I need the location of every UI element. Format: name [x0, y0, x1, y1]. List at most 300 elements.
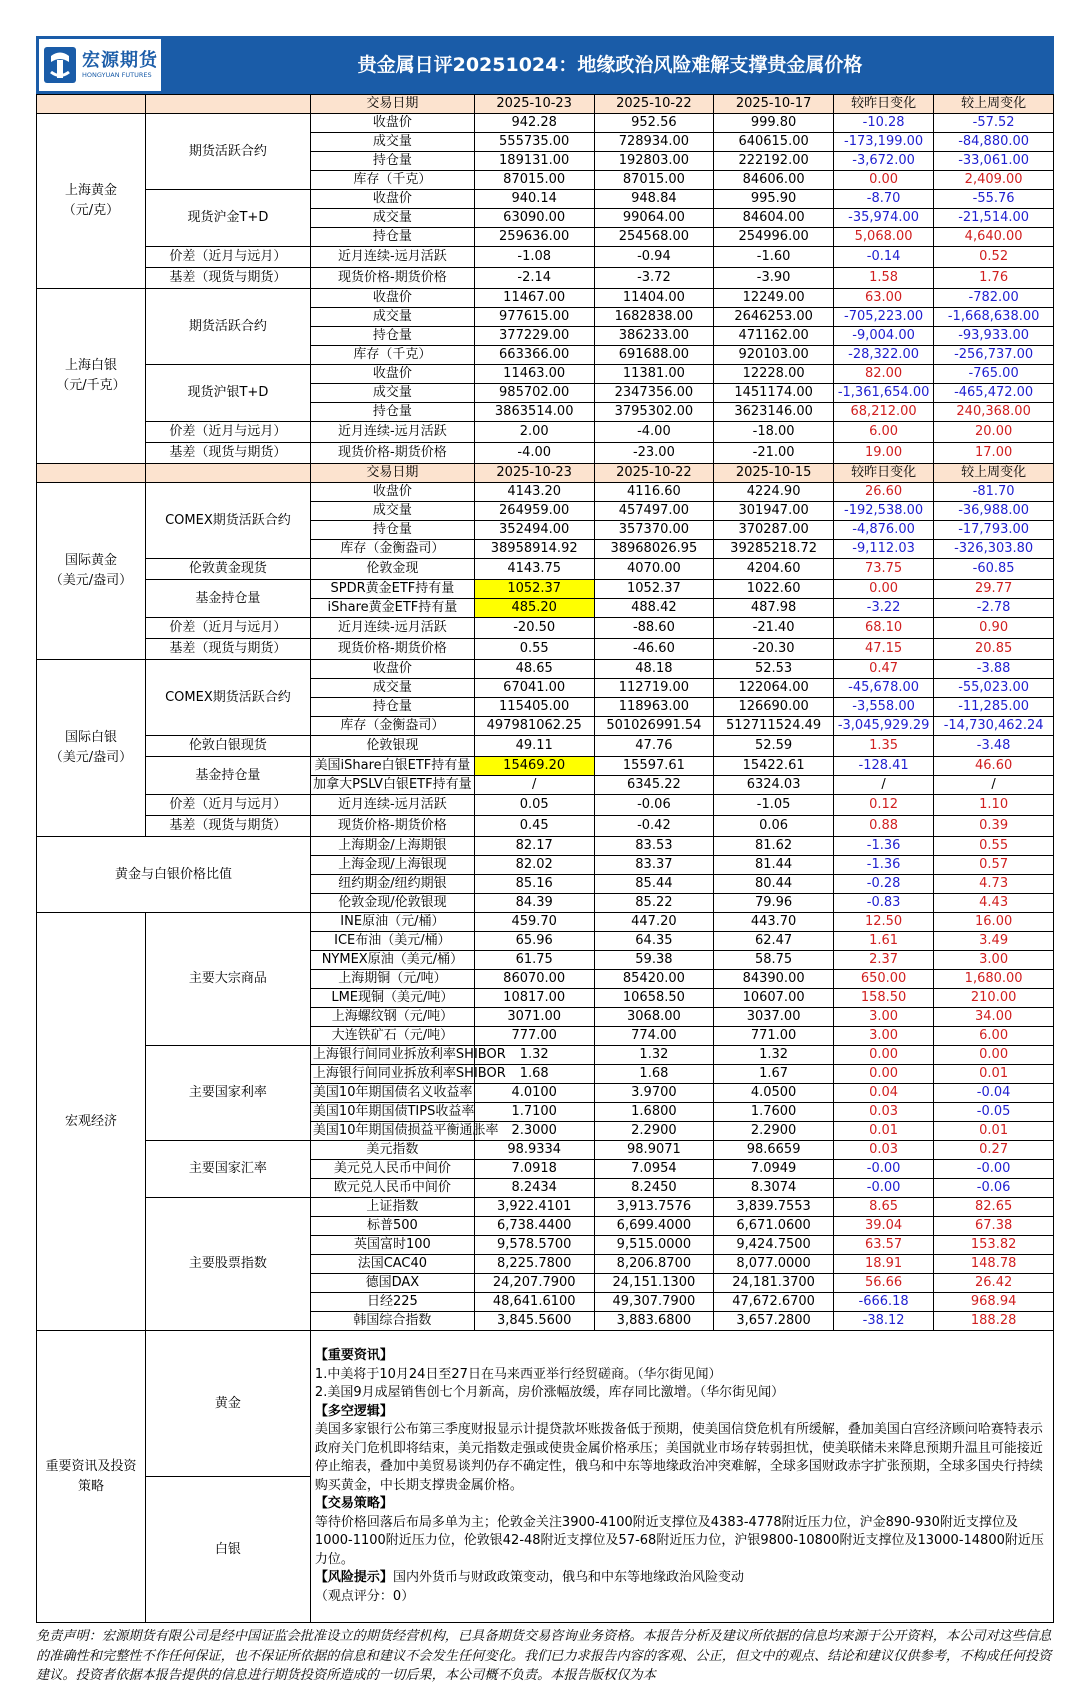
value-cell: 67041.00 — [474, 679, 594, 698]
change-value: -36,988.00 — [934, 502, 1054, 521]
value-cell: 63090.00 — [474, 209, 594, 228]
value-cell: 3,883.6800 — [594, 1312, 714, 1331]
value-cell: 1682838.00 — [594, 308, 714, 327]
value-cell: 447.20 — [594, 913, 714, 932]
value-cell: 58.75 — [714, 951, 834, 970]
row-label: 美国10年期国债损益平衡通胀率 — [310, 1122, 474, 1141]
value-cell: 38958914.92 — [474, 540, 594, 559]
change-value: -128.41 — [833, 757, 933, 776]
row-label: INE原油（元/桶） — [310, 913, 474, 932]
value-cell: 52.59 — [714, 736, 834, 757]
value-cell: 87015.00 — [594, 171, 714, 190]
change-value: -782.00 — [934, 289, 1054, 308]
change-value: -326,303.80 — [934, 540, 1054, 559]
change-value: 0.90 — [934, 618, 1054, 639]
value-cell: 512711524.49 — [714, 717, 834, 736]
value-cell: 11381.00 — [594, 365, 714, 384]
change-value: 3.49 — [934, 932, 1054, 951]
change-value: 29.77 — [934, 580, 1054, 599]
change-value: 67.38 — [934, 1217, 1054, 1236]
row-label: 近月连续-远月活跃 — [310, 247, 474, 268]
group-label: 基差（现货与期货） — [145, 639, 310, 660]
change-value: -11,285.00 — [934, 698, 1054, 717]
logo-text-cn: 宏源期货 — [82, 50, 158, 71]
header-cell: 较上周变化 — [934, 95, 1054, 114]
change-value: -173,199.00 — [833, 133, 933, 152]
row-label: 标普500 — [310, 1217, 474, 1236]
row-label: 持仓量 — [310, 521, 474, 540]
value-cell: 1.67 — [714, 1065, 834, 1084]
value-cell: -1.60 — [714, 247, 834, 268]
value-cell: 115405.00 — [474, 698, 594, 717]
change-value: 16.00 — [934, 913, 1054, 932]
table-row — [37, 559, 1054, 580]
value-cell: 352494.00 — [474, 521, 594, 540]
value-cell: 11467.00 — [474, 289, 594, 308]
value-cell: 15597.61 — [594, 757, 714, 776]
value-cell: 24,181.3700 — [714, 1274, 834, 1293]
value-cell: 254568.00 — [594, 228, 714, 247]
table-row — [37, 443, 1054, 464]
gold-label: 黄金 — [145, 1331, 310, 1477]
value-cell: -88.60 — [594, 618, 714, 639]
row-label: 美国10年期国债名义收益率 — [310, 1084, 474, 1103]
table-row — [37, 816, 1054, 837]
change-value: 56.66 — [833, 1274, 933, 1293]
change-value: 0.00 — [934, 1046, 1054, 1065]
value-cell: 4116.60 — [594, 483, 714, 502]
header-cell: 2025-10-22 — [594, 95, 714, 114]
value-cell: 11463.00 — [474, 365, 594, 384]
value-cell: 3795302.00 — [594, 403, 714, 422]
change-value: 63.57 — [833, 1236, 933, 1255]
table-row — [37, 639, 1054, 660]
value-cell: 79.96 — [714, 894, 834, 913]
row-label: 近月连续-远月活跃 — [310, 795, 474, 816]
news-paragraph-text: 美国多家银行公布第三季度财报显示计提贷款坏账拨备低于预期，使美国信贷危机有所缓解，叠加美国白宫经济顾问哈赛特表示政府关门危机即将结束，美元指数走强或使贵金属价格承压；美国就业市场存转弱担忧，使美联储未来降息预期升温且可能接近停止缩表，叠加中美贸易谈判仍存不确定性，俄乌和中东等地缘政治冲突难解，全球多国财政赤字扩张预期，全球多国央行持续购买黄金，中长期支撑贵金属价格。 — [314, 1422, 1043, 1493]
table-row — [37, 795, 1054, 816]
value-cell: 6,699.4000 — [594, 1217, 714, 1236]
change-value: 2.37 — [833, 951, 933, 970]
value-cell: 12228.00 — [714, 365, 834, 384]
news-paragraph-text: 1.中美将于10月24日至27日在马来西亚举行经贸磋商。（华尔街见闻） — [314, 1366, 722, 1382]
value-cell: 920103.00 — [714, 346, 834, 365]
value-cell: 0.45 — [474, 816, 594, 837]
group-label: 现货沪银T+D — [145, 365, 310, 422]
row-label: 现货价格-期货价格 — [310, 639, 474, 660]
row-label: 成交量 — [310, 679, 474, 698]
news-section-label: 重要资讯及投资策略 — [37, 1331, 146, 1623]
value-cell: -18.00 — [714, 422, 834, 443]
row-label: SPDR黄金ETF持有量 — [310, 580, 474, 599]
group-label: 基差（现货与期货） — [145, 268, 310, 289]
change-value: 0.01 — [833, 1122, 933, 1141]
change-value: 0.04 — [833, 1084, 933, 1103]
value-cell: 12249.00 — [714, 289, 834, 308]
group-label: 基差（现货与期货） — [145, 816, 310, 837]
change-value: 148.78 — [934, 1255, 1054, 1274]
value-cell: 3623146.00 — [714, 403, 834, 422]
value-cell: 3,913.7576 — [594, 1198, 714, 1217]
row-label: 上海银行间同业拆放利率SHIBOR — [310, 1065, 474, 1084]
row-label: NYMEX原油（美元/桶） — [310, 951, 474, 970]
change-value: -45,678.00 — [833, 679, 933, 698]
value-cell: -23.00 — [594, 443, 714, 464]
change-value: 0.00 — [833, 1046, 933, 1065]
change-value: 6.00 — [934, 1027, 1054, 1046]
date-header-row — [37, 95, 1054, 114]
change-value: 0.03 — [833, 1103, 933, 1122]
change-value: -0.14 — [833, 247, 933, 268]
news-paragraph — [315, 1347, 1049, 1366]
change-value: 0.01 — [934, 1122, 1054, 1141]
date-header-row — [37, 464, 1054, 483]
group-label: 伦敦白银现货 — [145, 736, 310, 757]
value-cell: 555735.00 — [474, 133, 594, 152]
value-cell: 85420.00 — [594, 970, 714, 989]
value-cell: 6,738.4400 — [474, 1217, 594, 1236]
value-cell: 7.0918 — [474, 1160, 594, 1179]
change-value: 0.00 — [833, 1065, 933, 1084]
header-cell: 2025-10-17 — [714, 95, 834, 114]
table-row — [37, 660, 1054, 679]
value-cell: 1.6800 — [594, 1103, 714, 1122]
change-value: / — [934, 776, 1054, 795]
disclaimer-text: 免责声明：宏源期货有限公司是经中国证监会批准设立的期货经营机构，已具备期货交易咨询业务资格。本报告分析及建议所依据的信息均来源于公开资料，本公司对这些信息的准确性和完整性不作任何保证，也不保证所依据的信息和建议不会发生任何变化。我们已力求报告内容的客观、公正，但文中的观点、结论和建议仅供参考，不构成任何投资建议。投资者依据本报告提供的信息进行期货投资所造成的一切后果，本公司概不负责。本报告版权仅为本 — [36, 1629, 1052, 1683]
value-cell: -21.40 — [714, 618, 834, 639]
group-label: 价差（近月与远月） — [145, 422, 310, 443]
change-value: -33,061.00 — [934, 152, 1054, 171]
value-cell: 640615.00 — [714, 133, 834, 152]
value-cell: 98.9071 — [594, 1141, 714, 1160]
change-value: 188.28 — [934, 1312, 1054, 1331]
value-cell: -46.60 — [594, 639, 714, 660]
change-value: -14,730,462.24 — [934, 717, 1054, 736]
value-cell: 15469.20 — [474, 757, 594, 776]
logo-mark-icon — [43, 46, 77, 84]
value-cell: 459.70 — [474, 913, 594, 932]
table-row — [37, 736, 1054, 757]
value-cell: 8.3074 — [714, 1179, 834, 1198]
report-header — [36, 36, 1054, 94]
row-label: 纽约期金/纽约期银 — [310, 875, 474, 894]
value-cell: 84.39 — [474, 894, 594, 913]
value-cell: 691688.00 — [594, 346, 714, 365]
news-paragraph-text: 国内外货币与财政政策变动，俄乌和中东等地缘政治风险变动 — [392, 1570, 744, 1585]
change-value: 0.88 — [833, 816, 933, 837]
row-label: 持仓量 — [310, 698, 474, 717]
value-cell: 8,225.7800 — [474, 1255, 594, 1274]
change-value: -3,672.00 — [833, 152, 933, 171]
value-cell: 9,424.7500 — [714, 1236, 834, 1255]
change-value: / — [833, 776, 933, 795]
change-value: -192,538.00 — [833, 502, 933, 521]
section-label: 黄金与白银价格比值 — [37, 837, 311, 913]
section-label: 国际黄金 （美元/盎司） — [37, 483, 146, 660]
value-cell: 3,922.4101 — [474, 1198, 594, 1217]
value-cell: 501026991.54 — [594, 717, 714, 736]
group-label: 现货沪金T+D — [145, 190, 310, 247]
value-cell: 3037.00 — [714, 1008, 834, 1027]
value-cell: -20.30 — [714, 639, 834, 660]
value-cell: 985702.00 — [474, 384, 594, 403]
row-label: 库存（金衡盎司） — [310, 717, 474, 736]
news-content — [310, 1331, 1053, 1623]
row-label: 持仓量 — [310, 403, 474, 422]
change-value: -2.78 — [934, 599, 1054, 618]
change-value: 0.47 — [833, 660, 933, 679]
row-label: 上海螺纹钢（元/吨） — [310, 1008, 474, 1027]
change-value: 18.91 — [833, 1255, 933, 1274]
change-value: 68.10 — [833, 618, 933, 639]
change-value: 153.82 — [934, 1236, 1054, 1255]
value-cell: 977615.00 — [474, 308, 594, 327]
change-value: -55.76 — [934, 190, 1054, 209]
row-label: 上海期金/上海期银 — [310, 837, 474, 856]
row-label: 英国富时100 — [310, 1236, 474, 1255]
change-value: -4,876.00 — [833, 521, 933, 540]
news-paragraph — [315, 1495, 1049, 1514]
change-value: 17.00 — [934, 443, 1054, 464]
row-label: 法国CAC40 — [310, 1255, 474, 1274]
change-value: 0.01 — [934, 1065, 1054, 1084]
change-value: 3.00 — [934, 951, 1054, 970]
value-cell: 0.06 — [714, 816, 834, 837]
value-cell: 370287.00 — [714, 521, 834, 540]
value-cell: 112719.00 — [594, 679, 714, 698]
change-value: -9,112.03 — [833, 540, 933, 559]
change-value: -0.04 — [934, 1084, 1054, 1103]
value-cell: 3071.00 — [474, 1008, 594, 1027]
change-value: -1.36 — [833, 856, 933, 875]
value-cell: 774.00 — [594, 1027, 714, 1046]
value-cell: 99064.00 — [594, 209, 714, 228]
row-label: 美元指数 — [310, 1141, 474, 1160]
value-cell: 952.56 — [594, 114, 714, 133]
table-row — [37, 114, 1054, 133]
value-cell: 4224.90 — [714, 483, 834, 502]
data-table — [36, 94, 1054, 1623]
change-value: 4,640.00 — [934, 228, 1054, 247]
table-row — [37, 422, 1054, 443]
header-blank-cell — [145, 464, 310, 483]
change-value: -9,004.00 — [833, 327, 933, 346]
row-label: 收盘价 — [310, 365, 474, 384]
value-cell: 4143.75 — [474, 559, 594, 580]
change-value: -0.00 — [833, 1160, 933, 1179]
change-value: 0.52 — [934, 247, 1054, 268]
table-row — [37, 757, 1054, 776]
value-cell: 357370.00 — [594, 521, 714, 540]
change-value: 68,212.00 — [833, 403, 933, 422]
news-paragraph-title: 【风险提示】 — [314, 1570, 393, 1585]
group-label: 期货活跃合约 — [145, 114, 310, 190]
value-cell: 995.90 — [714, 190, 834, 209]
value-cell: 49.11 — [474, 736, 594, 757]
table-row — [37, 289, 1054, 308]
news-paragraph — [315, 1421, 1049, 1495]
change-value: 1.10 — [934, 795, 1054, 816]
row-label: 现货价格-期货价格 — [310, 443, 474, 464]
row-label: LME现铜（美元/吨） — [310, 989, 474, 1008]
value-cell: 8.2434 — [474, 1179, 594, 1198]
group-label: 价差（近月与远月） — [145, 795, 310, 816]
news-row — [37, 1331, 1054, 1477]
group-label: 基金持仓量 — [145, 580, 310, 618]
value-cell: 443.70 — [714, 913, 834, 932]
value-cell: -4.00 — [594, 422, 714, 443]
news-paragraph — [315, 1514, 1049, 1570]
group-label: 主要国家汇率 — [145, 1141, 310, 1198]
value-cell: 98.9334 — [474, 1141, 594, 1160]
value-cell: 8,077.0000 — [714, 1255, 834, 1274]
news-paragraph — [315, 1366, 1049, 1385]
row-label: 库存（千克） — [310, 346, 474, 365]
value-cell: 259636.00 — [474, 228, 594, 247]
change-value: -0.28 — [833, 875, 933, 894]
group-label: 价差（近月与远月） — [145, 247, 310, 268]
value-cell: 2.2900 — [714, 1122, 834, 1141]
value-cell: 38968026.95 — [594, 540, 714, 559]
value-cell: 64.35 — [594, 932, 714, 951]
change-value: 2,409.00 — [934, 171, 1054, 190]
value-cell: 7.0954 — [594, 1160, 714, 1179]
row-label: 伦敦金现/伦敦银现 — [310, 894, 474, 913]
row-label: ICE布油（美元/桶） — [310, 932, 474, 951]
change-value: -38.12 — [833, 1312, 933, 1331]
value-cell: 942.28 — [474, 114, 594, 133]
change-value: -666.18 — [833, 1293, 933, 1312]
value-cell: 0.55 — [474, 639, 594, 660]
value-cell: 377229.00 — [474, 327, 594, 346]
value-cell: 497981062.25 — [474, 717, 594, 736]
change-value: 0.39 — [934, 816, 1054, 837]
value-cell: 85.44 — [594, 875, 714, 894]
change-value: 0.00 — [833, 171, 933, 190]
row-label: 近月连续-远月活跃 — [310, 422, 474, 443]
value-cell: 663366.00 — [474, 346, 594, 365]
change-value: 1.76 — [934, 268, 1054, 289]
value-cell: 85.16 — [474, 875, 594, 894]
news-paragraph-title: 【多空逻辑】 — [314, 1403, 393, 1419]
row-label: 上海银行间同业拆放利率SHIBOR — [310, 1046, 474, 1065]
value-cell: -1.08 — [474, 247, 594, 268]
value-cell: 82.17 — [474, 837, 594, 856]
value-cell: 386233.00 — [594, 327, 714, 346]
row-label: 美国iShare白银ETF持有量 — [310, 757, 474, 776]
header-cell: 较昨日变化 — [833, 95, 933, 114]
report-title: 贵金属日评20251024：地缘政治风险难解支撑贵金属价格 — [357, 54, 863, 76]
row-label: 收盘价 — [310, 483, 474, 502]
silver-label: 白银 — [145, 1477, 310, 1623]
row-label: 持仓量 — [310, 327, 474, 346]
value-cell: 1.7100 — [474, 1103, 594, 1122]
row-label: 收盘价 — [310, 289, 474, 308]
value-cell: 4.0500 — [714, 1084, 834, 1103]
row-label: 成交量 — [310, 384, 474, 403]
value-cell: 48.18 — [594, 660, 714, 679]
value-cell: 49,307.7900 — [594, 1293, 714, 1312]
change-value: -0.83 — [833, 894, 933, 913]
group-label: 伦敦黄金现货 — [145, 559, 310, 580]
change-value: 26.60 — [833, 483, 933, 502]
change-value: 0.12 — [833, 795, 933, 816]
value-cell: -3.90 — [714, 268, 834, 289]
row-label: 伦敦金现 — [310, 559, 474, 580]
change-value: -0.05 — [934, 1103, 1054, 1122]
row-label: 大连铁矿石（元/吨） — [310, 1027, 474, 1046]
change-value: -0.06 — [934, 1179, 1054, 1198]
row-label: 成交量 — [310, 308, 474, 327]
value-cell: 3,839.7553 — [714, 1198, 834, 1217]
value-cell: 1.7600 — [714, 1103, 834, 1122]
value-cell: 1.32 — [594, 1046, 714, 1065]
company-logo — [39, 39, 161, 91]
value-cell: 3068.00 — [594, 1008, 714, 1027]
value-cell: 4143.20 — [474, 483, 594, 502]
change-value: 4.43 — [934, 894, 1054, 913]
value-cell: 3.9700 — [594, 1084, 714, 1103]
value-cell: -3.72 — [594, 268, 714, 289]
table-row — [37, 580, 1054, 599]
value-cell: -0.42 — [594, 816, 714, 837]
header-blank-cell — [145, 95, 310, 114]
value-cell: 1.32 — [714, 1046, 834, 1065]
value-cell: 7.0949 — [714, 1160, 834, 1179]
change-value: -705,223.00 — [833, 308, 933, 327]
change-value: 34.00 — [934, 1008, 1054, 1027]
change-value: 0.57 — [934, 856, 1054, 875]
value-cell: 192803.00 — [594, 152, 714, 171]
value-cell: 84604.00 — [714, 209, 834, 228]
value-cell: 86070.00 — [474, 970, 594, 989]
group-label: 期货活跃合约 — [145, 289, 310, 365]
value-cell: 3,657.2800 — [714, 1312, 834, 1331]
news-paragraph — [315, 1569, 1049, 1588]
change-value: -1.36 — [833, 837, 933, 856]
value-cell: 3,845.5600 — [474, 1312, 594, 1331]
change-value: -93,933.00 — [934, 327, 1054, 346]
value-cell: 1022.60 — [714, 580, 834, 599]
value-cell: -0.06 — [594, 795, 714, 816]
value-cell: 84390.00 — [714, 970, 834, 989]
change-value: -0.00 — [833, 1179, 933, 1198]
value-cell: 4070.00 — [594, 559, 714, 580]
value-cell: 15422.61 — [714, 757, 834, 776]
value-cell: 487.98 — [714, 599, 834, 618]
change-value: -60.85 — [934, 559, 1054, 580]
change-value: 1.61 — [833, 932, 933, 951]
value-cell: 8,206.8700 — [594, 1255, 714, 1274]
value-cell: 2.2900 — [594, 1122, 714, 1141]
value-cell: 1.32 — [474, 1046, 594, 1065]
value-cell: 4204.60 — [714, 559, 834, 580]
value-cell: 485.20 — [474, 599, 594, 618]
header-blank-cell — [37, 95, 146, 114]
change-value: 1,680.00 — [934, 970, 1054, 989]
change-value: 1.35 — [833, 736, 933, 757]
news-paragraph — [315, 1384, 1049, 1403]
change-value: -1,361,654.00 — [833, 384, 933, 403]
row-label: 收盘价 — [310, 114, 474, 133]
row-label: 美元兑人民币中间价 — [310, 1160, 474, 1179]
change-value: 3.00 — [833, 1008, 933, 1027]
value-cell: 301947.00 — [714, 502, 834, 521]
change-value: -55,023.00 — [934, 679, 1054, 698]
change-value: -81.70 — [934, 483, 1054, 502]
group-label: 主要大宗商品 — [145, 913, 310, 1046]
table-row — [37, 837, 1054, 856]
